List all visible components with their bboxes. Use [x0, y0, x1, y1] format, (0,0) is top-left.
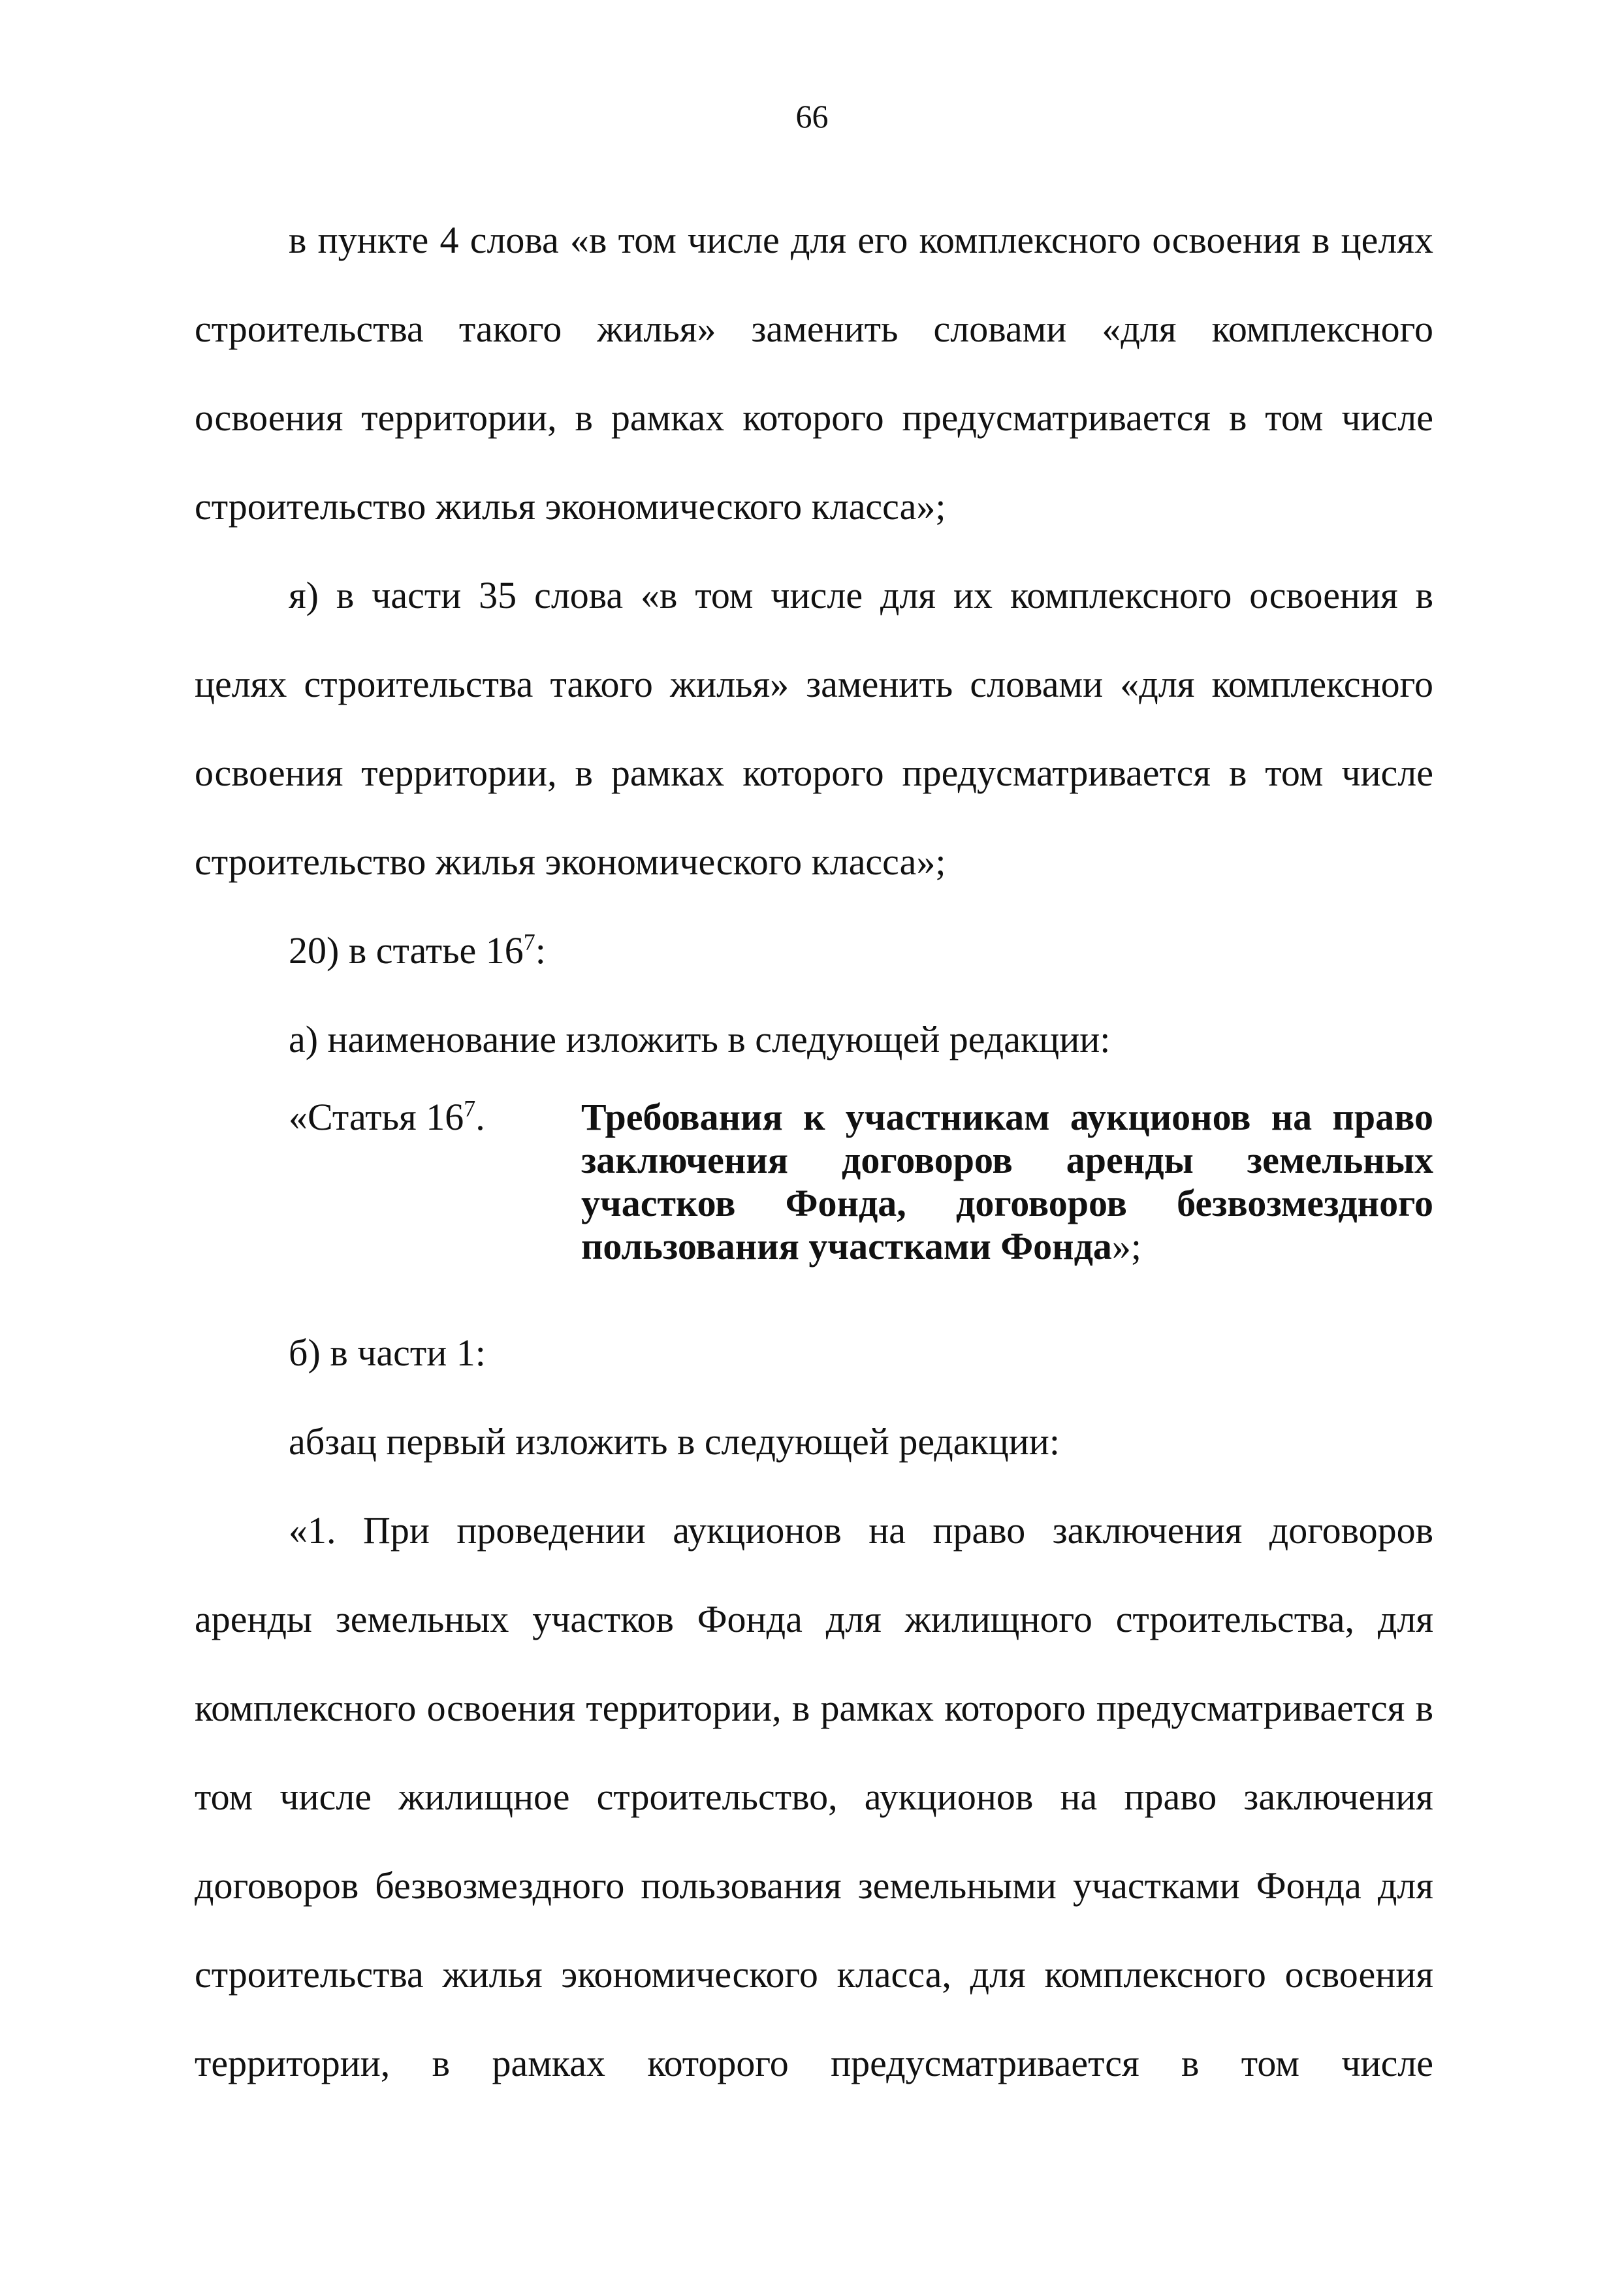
paragraph-ya-chast-35: я) в части 35 слова «в том числе для их комплексного освоения в целях строительства такого жилья» заменить словами «для комплексного освоения территории, в рамках которого предусматривается в том числе строительство жилья экономического класса»; — [195, 574, 1433, 883]
quote-paragraph-1: «1. При проведении аукционов на право заключения договоров аренды земельных участков Фонда для жилищного строительства, для комплексного освоения территории, в рамках которого предусматривается в том числе жилищное строительство, аукционов на право заключения договоров безвозмездного пользования земельными участками Фонда для строительства жилья экономического класса, для комплексного освоения территории, в рамках которого предусматривается в том числе — [195, 1509, 1433, 2084]
item-abzac-pervyi: абзац первый изложить в следующей редакции: — [289, 1420, 1060, 1463]
paragraph-punkt-4: в пункте 4 слова «в том числе для его комплексного освоения в целях строительства такого жилья» заменить словами «для комплексного освоения территории, в рамках которого предусматривается в том числе строительство жилья экономического класса»; — [195, 219, 1433, 528]
article-label — [195, 1096, 581, 1139]
article-heading — [195, 1096, 1433, 1268]
item-a-naimenovanie: а) наименование изложить в следующей редакции: — [289, 1018, 1111, 1060]
page-number: 66 — [795, 98, 829, 135]
article-title-text: Требования к участникам аукционов на право заключения договоров аренды земельных участков Фонда, договоров безвозмездного пользования участками Фонда — [581, 1096, 1433, 1267]
article-label-superscript: 7 — [464, 1095, 476, 1122]
item-20-superscript: 7 — [523, 929, 535, 955]
item-20-prefix: 20) в статье 16 — [289, 929, 524, 972]
item-20-statya — [195, 906, 1433, 995]
article-title-tail: »; — [1111, 1225, 1142, 1267]
document-body — [195, 196, 1433, 2108]
article-label-suffix: . — [475, 1096, 485, 1138]
item-20-suffix: : — [535, 929, 546, 972]
item-b-chast-1: б) в части 1: — [289, 1331, 486, 1374]
article-title — [581, 1096, 1433, 1268]
article-label-prefix: «Статья 16 — [289, 1096, 464, 1138]
